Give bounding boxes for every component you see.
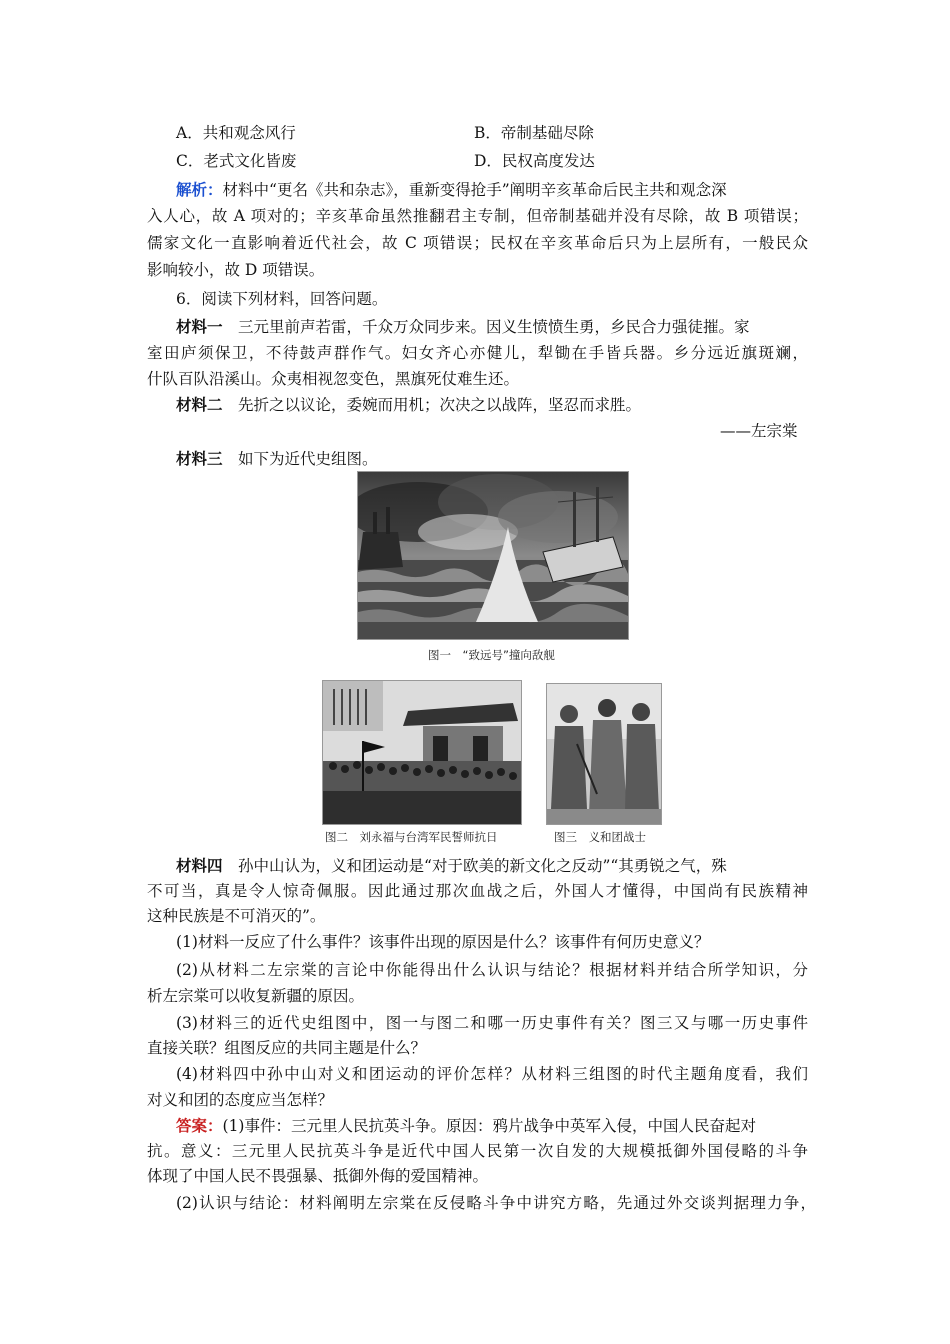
question-1: (1)材料一反应了什么事件？该事件出现的原因是什么？该事件有何历史意义？: [176, 933, 710, 951]
question-intro: 6．阅读下列材料，回答问题。: [176, 290, 388, 308]
material-1-line-2: 室田庐须保卫，不待鼓声群作气。妇女齐心亦健儿，犁锄在手皆兵器。乡分远近旗斑斓，: [147, 344, 808, 362]
analysis-line-4: 影响较小，故 D 项错误。: [147, 261, 325, 279]
material-1-label: 材料一: [176, 317, 223, 336]
analysis-label: 解析：: [176, 180, 223, 199]
question-3-line-2: 直接关联？组图反应的共同主题是什么？: [147, 1039, 427, 1057]
figure-2-oath-ceremony-image: [322, 680, 522, 825]
material-2-source: ——左宗棠: [720, 422, 798, 440]
option-d: D．民权高度发达: [474, 152, 595, 170]
material-4-line-3: 这种民族是不可消灭的”。: [147, 907, 326, 925]
question-4-line-1: (4)材料四中孙中山对义和团运动的评价怎样？从材料三组图的时代主题角度看，我们: [176, 1065, 808, 1083]
analysis-line-2: 入人心，故 A 项对的；辛亥革命虽然推翻君主专制，但帝制基础并没有尽除，故 B 项错误；: [147, 207, 808, 225]
material-4-line-1: 材料四 孙中山认为，义和团运动是“对于欧美的新文化之反动”“其勇锐之气，殊: [176, 856, 727, 875]
figure-2-caption: 图二 刘永福与台湾军民誓师抗日: [325, 830, 498, 844]
figure-3-boxer-fighters-image: [546, 683, 662, 825]
answer-line-2: 抗。意义：三元里人民抗英斗争是近代中国人民第一次自发的大规模抵御外国侵略的斗争: [147, 1142, 808, 1160]
figure-1-caption: 图一 “致远号”撞向敌舰: [428, 648, 555, 662]
answer-2-line-1: (2)认识与结论：材料阐明左宗棠在反侵略斗争中讲究方略，先通过外交谈判据理力争，: [176, 1194, 816, 1212]
analysis-line-3: 儒家文化一直影响着近代社会，故 C 项错误；民权在辛亥革命后只为上层所有，一般民众: [147, 234, 808, 252]
question-3-line-1: (3)材料三的近代史组图中，图一与图二和哪一历史事件有关？图三又与哪一历史事件: [176, 1014, 808, 1032]
material-4-label: 材料四: [176, 856, 223, 875]
material-2: 材料二 先折之以议论，委婉而用机；次决之以战阵，坚忍而求胜。: [176, 395, 642, 414]
analysis-line-1: 解析：材料中“更名《共和杂志》，重新变得抢手”阐明辛亥革命后民主共和观念深: [176, 180, 727, 199]
question-2-line-2: 析左宗棠可以收复新疆的原因。: [147, 987, 365, 1005]
option-c: C．老式文化皆废: [176, 152, 297, 170]
material-3-label: 材料三: [176, 449, 223, 468]
answer-line-3: 体现了中国人民不畏强暴、抵御外侮的爱国精神。: [147, 1167, 489, 1185]
figure-1-naval-battle-image: [357, 471, 629, 640]
question-2-line-1: (2)从材料二左宗棠的言论中你能得出什么认识与结论？根据材料并结合所学知识，分: [176, 961, 808, 979]
option-a: A．共和观念风行: [176, 124, 296, 142]
material-1-line-3: 什队百队沿溪山。众夷相视忽变色，黑旗死仗难生还。: [147, 370, 520, 388]
material-1-line-1: 材料一 三元里前声若雷，千众万众同步来。因义生愤愤生勇，乡民合力强徒摧。家: [176, 317, 750, 336]
option-b: B．帝制基础尽除: [474, 124, 594, 142]
answer-label: 答案：: [176, 1116, 223, 1135]
question-4-line-2: 对义和团的态度应当怎样？: [147, 1091, 334, 1109]
material-4-line-2: 不可当，真是令人惊奇佩服。因此通过那次血战之后，外国人才懂得，中国尚有民族精神: [147, 882, 808, 900]
material-3: 材料三 如下为近代史组图。: [176, 449, 378, 468]
answer-line-1: 答案：(1)事件：三元里人民抗英斗争。原因：鸦片战争中英军入侵，中国人民奋起对: [176, 1116, 756, 1135]
figure-3-caption: 图三 义和团战士: [554, 830, 646, 844]
material-2-label: 材料二: [176, 395, 223, 414]
